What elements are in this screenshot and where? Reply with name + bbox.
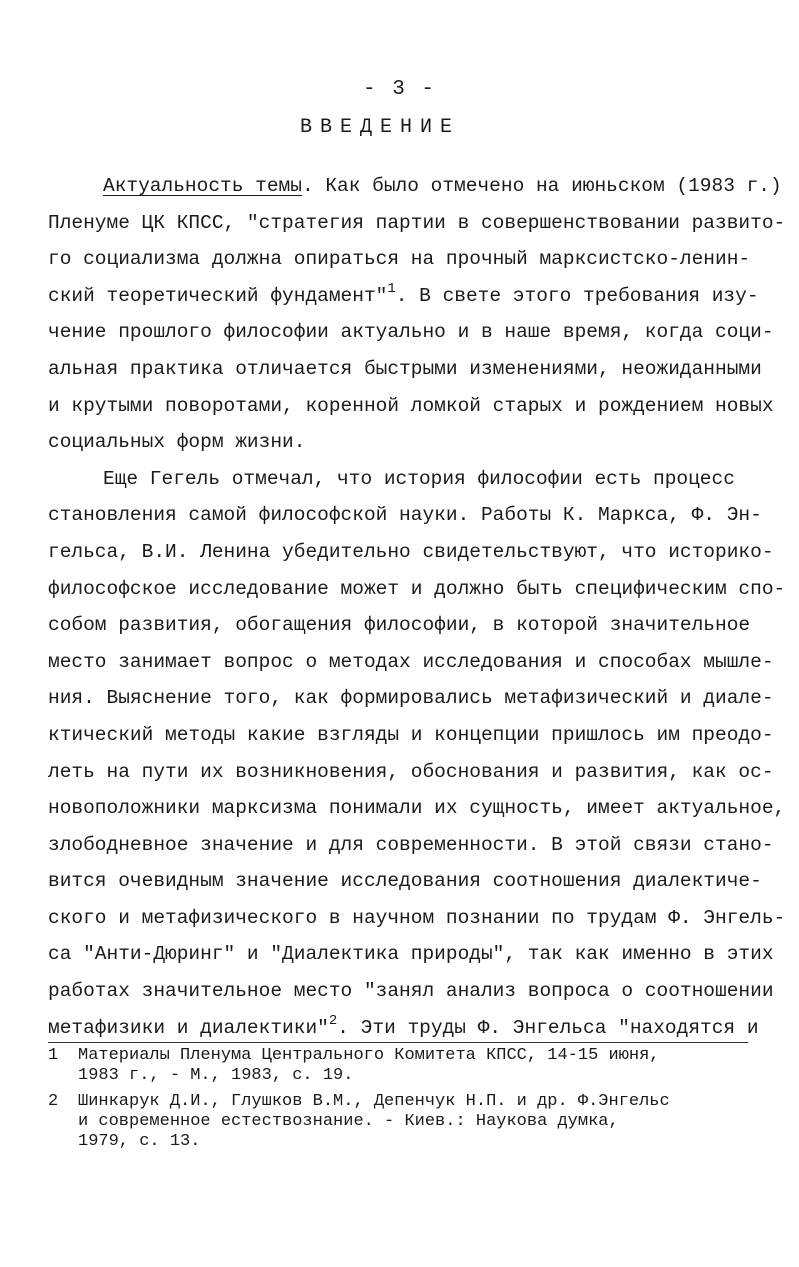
paragraph-2-line: вится очевидным значение исследования соотношения диалектиче- — [48, 870, 762, 893]
paragraph-2-line: место занимает вопрос о методах исследования и способах мышле- — [48, 650, 774, 673]
footnote-line: Шинкарук Д.И., Глушков В.М., Депенчук Н.П. и др. Ф.Энгельс — [78, 1092, 670, 1111]
paragraph-1-line: альная практика отличается быстрыми изменениями, неожиданными — [48, 357, 762, 380]
footnote-separator — [48, 1042, 748, 1043]
footnote-line: 1979, с. 13. — [78, 1132, 201, 1151]
text-span: . В свете этого требования изу- — [395, 284, 759, 307]
topic-label: Актуальность темы — [103, 175, 302, 197]
footnote-line: 1983 г., - М., 1983, с. 19. — [78, 1066, 354, 1085]
paragraph-2-line: са "Анти-Дюринг" и "Диалектика природы", так как именно в этих — [48, 943, 774, 966]
text-span: . Как было отмечено на июньском (1983 г.) — [301, 175, 782, 197]
footnote-1 — [48, 1046, 768, 1086]
paragraph-2-line: ктический методы какие взгляды и концепции пришлось им преодо- — [48, 723, 774, 746]
section-heading: ВВЕДЕНИЕ — [299, 116, 460, 139]
paragraph-2-line: философское исследование может и должно быть специфическим спо- — [48, 577, 786, 600]
paragraph-2-line: леть на пути их возникновения, обоснования и развития, как ос- — [48, 760, 774, 783]
paragraph-2-line: работах значительное место "занял анализ вопроса о соотношении — [48, 980, 774, 1003]
paragraph-1-line: Пленуме ЦК КПСС, "стратегия партии в совершенствовании развито- — [48, 211, 786, 234]
paragraph-1-line — [48, 168, 782, 205]
paragraph-2-line: новоположники марксизма понимали их сущность, имеет актуальное, — [48, 797, 786, 820]
paragraph-2-line: злободневное значение и для современности. В этой связи стано- — [48, 833, 774, 856]
paragraph-1-line — [48, 278, 759, 315]
paragraph-1-line: и крутыми поворотами, коренной ломкой старых и рождением новых — [48, 394, 774, 417]
footnote-line: Материалы Пленума Центрального Комитета КПСС, 14-15 июня, — [78, 1046, 660, 1065]
paragraph-1-line: чение прошлого философии актуально и в наше время, когда соци- — [48, 321, 774, 344]
paragraph-2-line: ния. Выяснение того, как формировались метафизический и диале- — [48, 687, 774, 710]
footnote-number: 2 — [48, 1092, 59, 1111]
paragraph-1-line: социальных форм жизни. — [48, 431, 306, 454]
paragraph-2-line: гельса, В.И. Ленина убедительно свидетельствуют, что историко- — [48, 540, 774, 563]
footnote-ref-1: 1 — [387, 280, 396, 297]
footnote-2 — [48, 1092, 768, 1152]
paragraph-2-line: собом развития, обогащения философии, в которой значительное — [48, 614, 751, 637]
body-text — [48, 168, 786, 1046]
page-number: - 3 - — [362, 78, 436, 101]
footnote-text — [78, 1046, 768, 1086]
footnote-number: 1 — [48, 1046, 59, 1065]
paragraph-2-line — [48, 1010, 759, 1047]
paragraph-2-line: становления самой философской науки. Работы К. Маркса, Ф. Эн- — [48, 504, 762, 527]
paragraph-2-line: ского и метафизического в научном познании по трудам Ф. Энгель- — [48, 906, 786, 929]
paragraph-2-line: Еще Гегель отмечал, что история философии есть процесс — [103, 467, 735, 490]
text-span: метафизики и диалектики" — [48, 1016, 329, 1039]
footnote-line: и современное естествознание. - Киев.: Наукова думка, — [78, 1112, 619, 1131]
footnote-text — [78, 1092, 768, 1152]
text-span: . Эти труды Ф. Энгельса "находятся и — [337, 1016, 759, 1039]
text-span: ский теоретический фундамент" — [48, 284, 388, 307]
footnote-ref-2: 2 — [328, 1012, 338, 1029]
footnotes — [48, 1046, 768, 1158]
paragraph-1-line: го социализма должна опираться на прочный марксистско-ленин- — [48, 248, 751, 271]
